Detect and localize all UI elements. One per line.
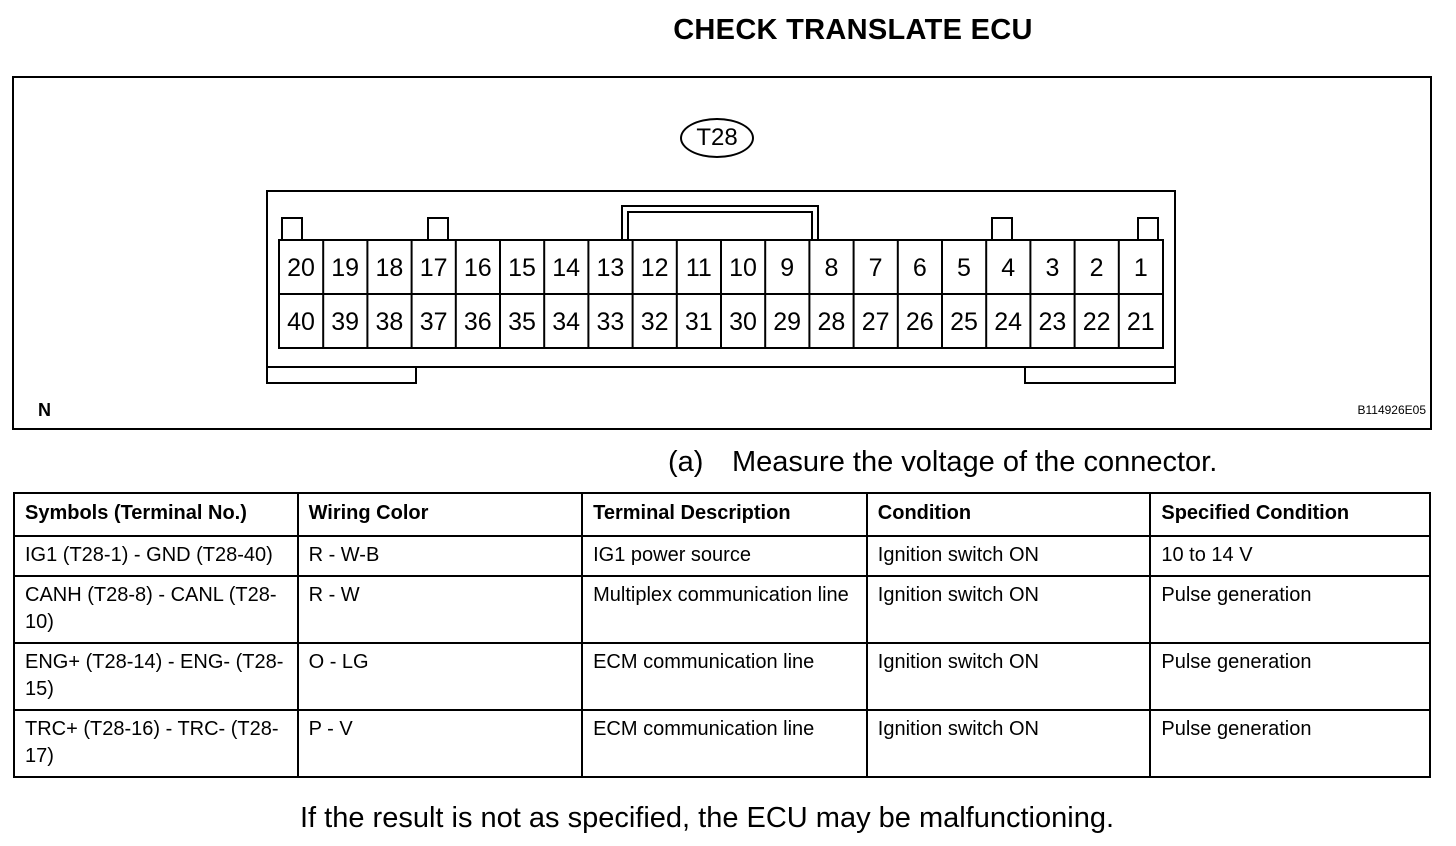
table-cell: 10 to 14 V xyxy=(1150,536,1430,576)
table-cell: IG1 power source xyxy=(582,536,867,576)
table-cell: Ignition switch ON xyxy=(867,536,1151,576)
pin-number: 17 xyxy=(419,254,448,282)
table-cell: ECM communication line xyxy=(582,643,867,710)
column-header: Terminal Description xyxy=(582,493,867,536)
connector-id-label: T28 xyxy=(680,118,754,158)
column-header: Wiring Color xyxy=(298,493,583,536)
pin-number: 37 xyxy=(419,308,448,336)
pin-number: 10 xyxy=(729,254,757,282)
pin-number: 12 xyxy=(640,254,669,282)
table-row xyxy=(14,643,1430,710)
table-cell: P - V xyxy=(298,710,583,777)
pin-number: 22 xyxy=(1082,308,1111,336)
page-title: CHECK TRANSLATE ECU xyxy=(673,14,1033,46)
table-cell: R - W-B xyxy=(298,536,583,576)
pin-number: 4 xyxy=(1001,254,1016,282)
pin-number: 13 xyxy=(596,254,625,282)
pin-number: 32 xyxy=(640,308,669,336)
column-header: Symbols (Terminal No.) xyxy=(14,493,298,536)
column-header: Condition xyxy=(867,493,1151,536)
figure-code: B114926E05 xyxy=(1357,403,1426,417)
pin-number: 34 xyxy=(552,308,581,336)
table-row xyxy=(14,536,1430,576)
table-cell: Multiplex communication line xyxy=(582,576,867,643)
pin-number: 6 xyxy=(912,254,927,282)
table-cell: TRC+ (T28-16) - TRC- (T28-17) xyxy=(14,710,298,777)
view-direction-label: N xyxy=(38,400,51,420)
table-cell: Ignition switch ON xyxy=(867,710,1151,777)
pin-number: 29 xyxy=(773,308,802,336)
pin-number: 26 xyxy=(905,308,934,336)
table-row xyxy=(14,576,1430,643)
pin-number: 36 xyxy=(463,308,492,336)
pin-number: 31 xyxy=(684,308,713,336)
step-text: Measure the voltage of the connector. xyxy=(732,446,1218,478)
table-cell: Ignition switch ON xyxy=(867,576,1151,643)
pin-number: 30 xyxy=(729,308,757,336)
table-row xyxy=(14,710,1430,777)
step-marker: (a) xyxy=(668,446,704,478)
pin-number: 2 xyxy=(1089,254,1104,282)
pin-number: 21 xyxy=(1126,308,1155,336)
pin-number: 38 xyxy=(375,308,404,336)
table-header-row xyxy=(14,493,1430,536)
pin-number: 18 xyxy=(375,254,404,282)
table-cell: IG1 (T28-1) - GND (T28-40) xyxy=(14,536,298,576)
table-cell: ECM communication line xyxy=(582,710,867,777)
table-cell: Pulse generation xyxy=(1150,710,1430,777)
pin-number: 11 xyxy=(685,254,712,282)
table-cell: Pulse generation xyxy=(1150,576,1430,643)
pin-number: 25 xyxy=(950,308,978,336)
pin-number: 40 xyxy=(287,308,315,336)
pin-number: 27 xyxy=(861,308,890,336)
pin-number: 28 xyxy=(817,308,846,336)
pin-number: 14 xyxy=(552,254,581,282)
pin-number: 39 xyxy=(331,308,360,336)
pin-number: 8 xyxy=(824,254,839,282)
table-cell: ENG+ (T28-14) - ENG- (T28-15) xyxy=(14,643,298,710)
connector-face xyxy=(266,190,1176,384)
pin-number: 15 xyxy=(508,254,536,282)
pin-number: 19 xyxy=(331,254,360,282)
voltage-spec-table xyxy=(13,492,1431,778)
pin-number: 9 xyxy=(780,254,795,282)
pin-number: 23 xyxy=(1038,308,1067,336)
step-instruction xyxy=(668,446,1217,479)
pin-number: 7 xyxy=(868,254,883,282)
pin-number: 3 xyxy=(1045,254,1060,282)
pin-number: 1 xyxy=(1133,254,1148,282)
pin-number: 24 xyxy=(994,308,1023,336)
column-header: Specified Condition xyxy=(1150,493,1430,536)
pin-number: 20 xyxy=(287,254,315,282)
pin-number: 33 xyxy=(596,308,625,336)
pin-number: 5 xyxy=(957,254,971,282)
table-cell: O - LG xyxy=(298,643,583,710)
pin-number: 16 xyxy=(463,254,492,282)
table-cell: CANH (T28-8) - CANL (T28-10) xyxy=(14,576,298,643)
table-cell: Pulse generation xyxy=(1150,643,1430,710)
footer-note: If the result is not as specified, the ECU may be malfunctioning. xyxy=(300,802,1115,834)
pin-number: 35 xyxy=(508,308,536,336)
table-cell: Ignition switch ON xyxy=(867,643,1151,710)
table-cell: R - W xyxy=(298,576,583,643)
